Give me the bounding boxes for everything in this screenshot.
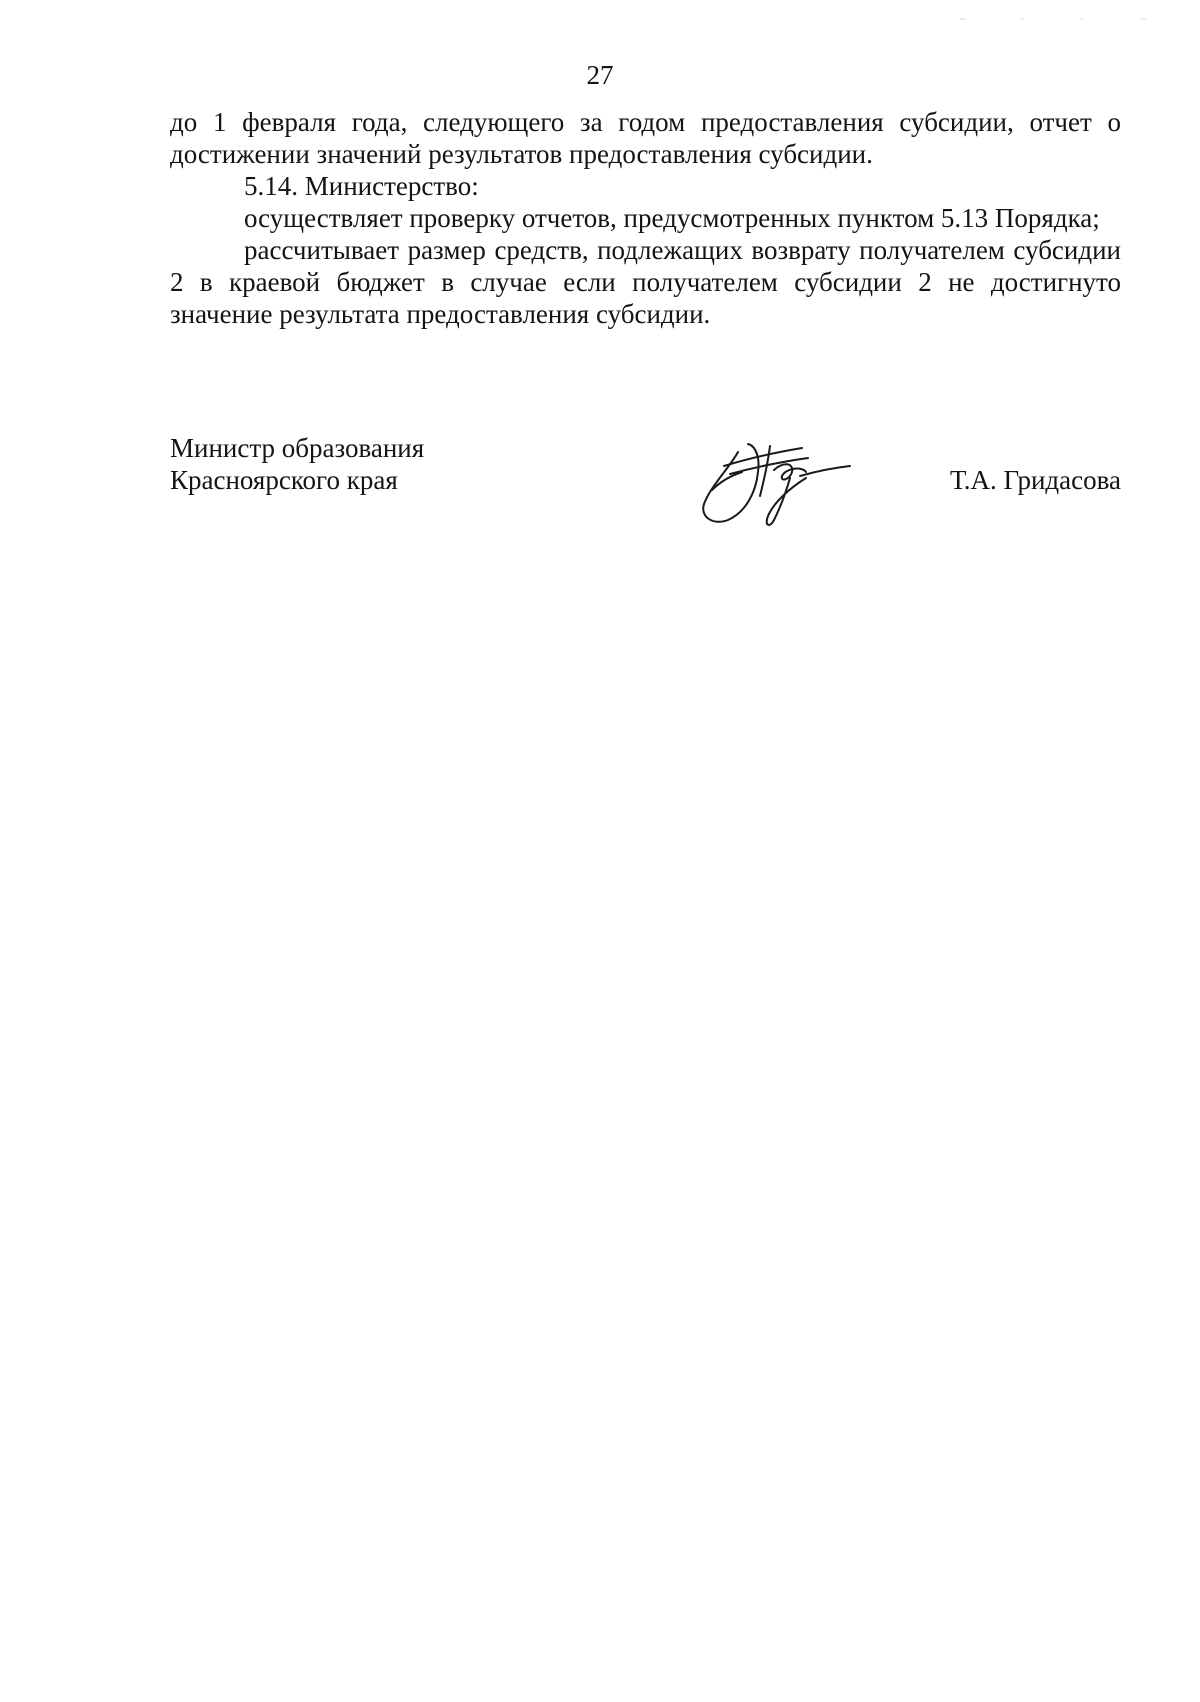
signature-block	[170, 432, 1121, 552]
signatory-position	[170, 432, 424, 496]
scan-artifact	[960, 18, 1160, 20]
paragraph-report-check: осуществляет проверку отчетов, предусмотренных пунктом 5.13 Порядка;	[244, 203, 1100, 233]
signatory-name: Т.А. Гридасова	[950, 465, 1121, 495]
paragraph-ministry-heading: 5.14. Министерство:	[244, 171, 479, 201]
paragraph-report-deadline: до 1 февраля года, следующего за годом предоставления субсидии, отчет о достижении значений результатов предоставления субсидии.	[170, 107, 1121, 169]
handwritten-signature-icon	[690, 432, 860, 532]
signatory-position-line2: Красноярского края	[170, 465, 398, 495]
paragraph-refund-calculation: рассчитывает размер средств, подлежащих возврату получателем субсидии 2 в краевой бюджет в случае если получателем субсидии 2 не достигнуто значение результата предоставления субсидии.	[170, 235, 1121, 329]
signatory-position-line1: Министр образования	[170, 433, 425, 463]
body-text	[170, 106, 1121, 330]
page-number: 27	[586, 60, 614, 90]
